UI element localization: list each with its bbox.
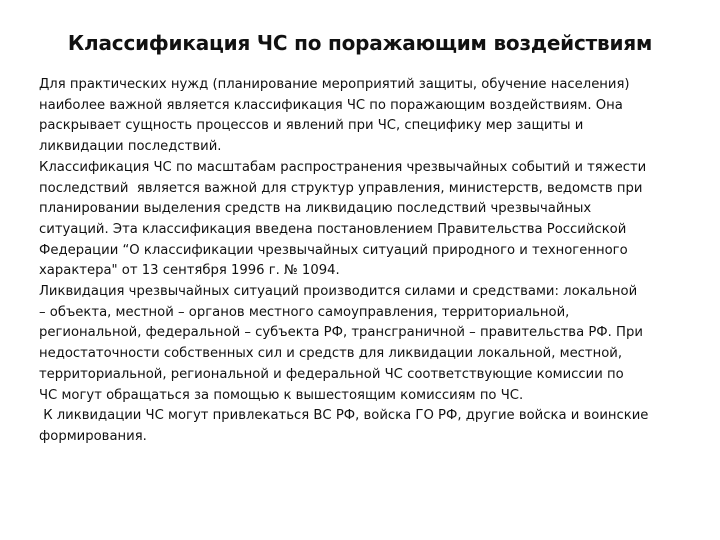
text-line: ситуаций. Эта классификация введена постановлением Правительства Российской bbox=[39, 221, 627, 237]
text-line: ЧС могут обращаться за помощью к вышестоящим комиссиям по ЧС. bbox=[39, 387, 524, 403]
text-line: региональной, федеральной – субъекта РФ, трансграничной – правительства РФ. При bbox=[39, 325, 643, 341]
paragraph-2 bbox=[39, 158, 689, 282]
text-line: последствий является важной для структур управления, министерств, ведомств при bbox=[39, 180, 643, 196]
text-line: Для практических нужд (планирование мероприятий защиты, обучение населения) bbox=[39, 77, 630, 92]
text-line: Ликвидация чрезвычайных ситуаций производится силами и средствами: локальной bbox=[39, 284, 638, 300]
slide-title: Классификация ЧС по поражающим воздействиям bbox=[67, 31, 653, 55]
paragraph-4 bbox=[39, 406, 689, 447]
text-line: территориальной, региональной и федеральной ЧС соответствующие комиссии по bbox=[39, 366, 624, 382]
text-line: – объекта, местной – органов местного самоуправления, территориальной, bbox=[39, 304, 570, 320]
text-line: планировании выделения средств на ликвидацию последствий чрезвычайных bbox=[39, 201, 592, 217]
text-line: наиболее важной является классификация ЧС по поражающим воздействиям. Она bbox=[39, 97, 623, 113]
text-line: недостаточности собственных сил и средств для ликвидации локальной, местной, bbox=[39, 346, 623, 362]
slide-body bbox=[39, 75, 689, 448]
text-line: раскрывает сущность процессов и явлений при ЧС, специфику мер защиты и bbox=[39, 118, 584, 134]
text-line: формирования. bbox=[39, 428, 147, 444]
paragraph-3 bbox=[39, 282, 689, 406]
text-line: К ликвидации ЧС могут привлекаться ВС РФ, войска ГО РФ, другие войска и воинские bbox=[39, 408, 649, 424]
text-line: Федерации “О классификации чрезвычайных ситуаций природного и техногенного bbox=[39, 242, 628, 258]
paragraph-1 bbox=[39, 75, 689, 158]
text-line: ликвидации последствий. bbox=[39, 139, 222, 155]
text-line: характера" от 13 сентября 1996 г. № 1094. bbox=[39, 263, 340, 279]
text-line: Классификация ЧС по масштабам распространения чрезвычайных событий и тяжести bbox=[39, 159, 647, 175]
